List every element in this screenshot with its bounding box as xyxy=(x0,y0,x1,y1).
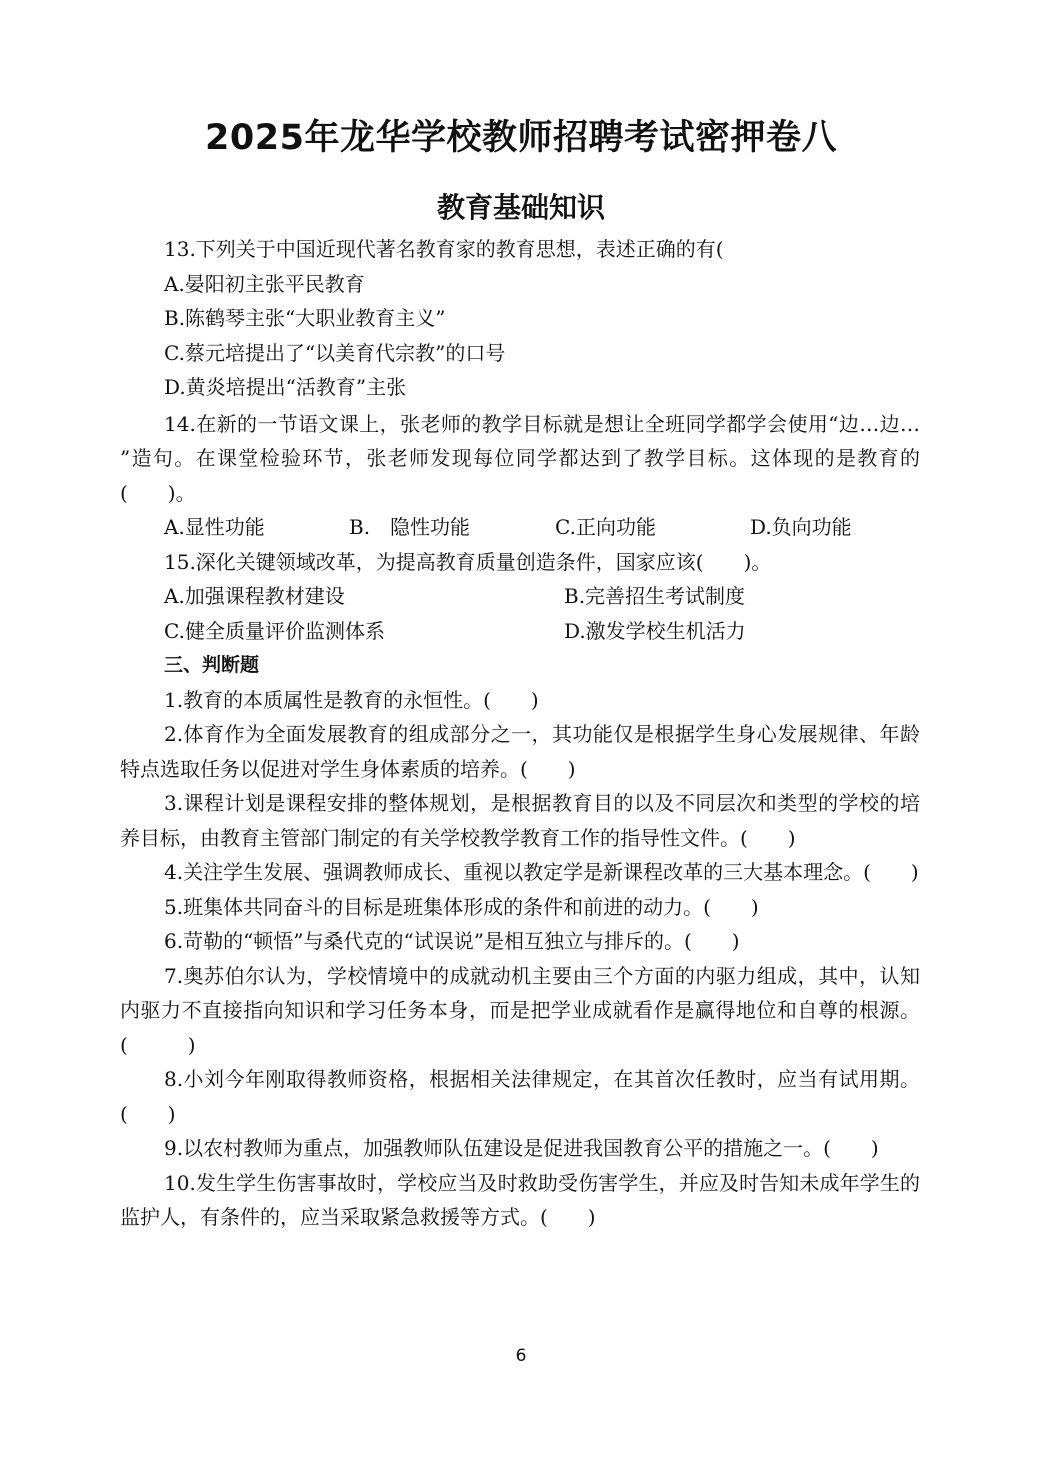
judgment-item-5: 5.班集体共同奋斗的目标是班集体形成的条件和前进的动力。( ) xyxy=(164,894,759,919)
q13-option-a: A.晏阳初主张平民教育 xyxy=(164,271,365,296)
q13-option-b: B.陈鹤琴主张“大职业教育主义” xyxy=(164,306,446,330)
q13-option-d: D.黄炎培提出“活教育”主张 xyxy=(164,375,407,399)
section-heading-judgment: 三、判断题 xyxy=(164,654,260,676)
judgment-item-3: 3.课程计划是课程安排的整体规划，是根据教育目的以及不同层次和类型的学校的培养目标，由教育主管部门制定的有关学校教学教育工作的指导性文件。( ) xyxy=(120,791,920,850)
q15-option-d: D.激发学校生机活力 xyxy=(564,618,746,643)
judgment-item-1: 1.教育的本质属性是教育的永恒性。( ) xyxy=(164,687,539,712)
judgment-item-6: 6.苛勒的“顿悟”与桑代克的“试误说”是相互独立与排斥的。( ) xyxy=(164,929,740,953)
judgment-item-4: 4.关注学生发展、强调教师成长、重视以教定学是新课程改革的三大基本理念。( ) xyxy=(164,860,919,884)
judgment-item-8: 8.小刘今年刚取得教师资格，根据相关法律规定，在其首次任教时，应当有试用期。 ( ) xyxy=(120,1067,920,1126)
q14-option-d: D.负向功能 xyxy=(750,515,852,539)
q15-options-row-1 xyxy=(120,579,920,614)
judgment-item-9: 9.以农村教师为重点，加强教师队伍建设是促进我国教育公平的措施之一。( ) xyxy=(164,1136,879,1160)
exam-content xyxy=(120,232,920,1235)
question-15-stem: 15.深化关键领域改革，为提高教育质量创造条件，国家应该( )。 xyxy=(164,549,772,574)
q14-option-a: A.显性功能 xyxy=(164,515,265,539)
section-subtitle: 教育基础知识 xyxy=(436,191,605,224)
q15-option-a: A.加强课程教材建设 xyxy=(164,584,345,608)
q13-option-c: C.蔡元培提出了“以美育代宗教”的口号 xyxy=(164,340,506,365)
q14-option-c: C.正向功能 xyxy=(555,515,656,539)
exam-title: 2025年龙华学校教师招聘考试密押卷八 xyxy=(205,118,837,158)
q14-option-b: B. 隐性功能 xyxy=(349,515,471,539)
judgment-item-7: 7.奥苏伯尔认为，学校情境中的成就动机主要由三个方面的内驱力组成，其中，认知内驱力不直接指向知识和学习任务本身，而是把学业成就看作是赢得地位和自尊的根源。( ) xyxy=(120,963,920,1057)
question-14-stem: 14.在新的一节语文课上，张老师的教学目标就是想让全班同学都学会使用“边…边… ”造句。在课堂检验环节，张老师发现每位同学都达到了教学目标。这体现的是教育的( )。 xyxy=(120,411,920,505)
q15-option-c: C.健全质量评价监测体系 xyxy=(164,618,385,643)
question-13-stem: 13.下列关于中国近现代著名教育家的教育思想，表述正确的有( xyxy=(164,237,724,261)
judgment-item-2: 2.体育作为全面发展教育的组成部分之一，其功能仅是根据学生身心发展规律、年龄特点选取任务以促进对学生身体素质的培养。( ) xyxy=(120,722,920,781)
page-number: 6 xyxy=(515,1346,527,1366)
q15-option-b: B.完善招生考试制度 xyxy=(564,584,746,608)
q14-options xyxy=(120,510,920,545)
q15-options-row-2 xyxy=(120,614,920,649)
judgment-item-10: 10.发生学生伤害事故时，学校应当及时救助受伤害学生，并应及时告知未成年学生的监护人，有条件的，应当采取紧急救援等方式。( ) xyxy=(120,1170,920,1229)
